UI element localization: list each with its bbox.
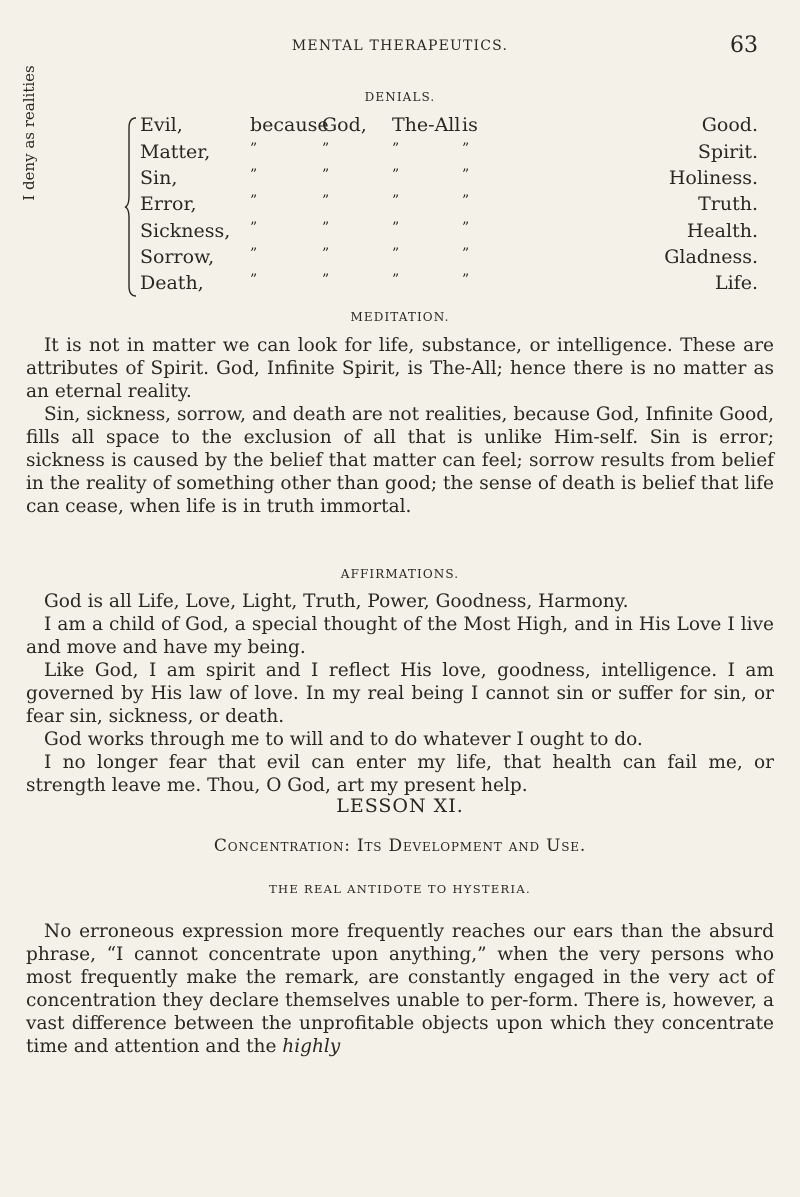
denial-row: [0, 141, 800, 167]
denial-term: Sin,: [140, 167, 178, 189]
ditto-mark: ”: [462, 167, 470, 183]
denial-is: is: [462, 114, 478, 136]
running-head: MENTAL THERAPEUTICS.: [291, 38, 509, 54]
lesson-title: LESSON XI.: [336, 795, 464, 817]
lesson-paragraph-text: No erroneous expression more frequently reaches our ears than the absurd phrase, “I cannot concentrate upon anything,” when the very persons who most frequently make the remark, are constantly engaged in the very act of concentration they declare themselves unable to per-form. There is, however, a vast difference between the unprofitable objects upon which they concentrate time and attention and the: [26, 921, 774, 1057]
ditto-mark: ”: [392, 246, 400, 262]
ditto-mark: ”: [250, 272, 258, 288]
affirmation-paragraph: God works through me to will and to do whatever I ought to do.: [44, 729, 643, 750]
ditto-mark: ”: [392, 193, 400, 209]
page-number: 63: [730, 33, 758, 58]
ditto-mark: ”: [462, 141, 470, 157]
denial-god: God,: [322, 114, 367, 136]
denials-heading: DENIALS.: [364, 90, 436, 104]
denial-row: [0, 272, 800, 298]
ditto-mark: ”: [322, 272, 330, 288]
denial-row: [0, 193, 800, 219]
denial-row: [0, 220, 800, 246]
denial-term: Error,: [140, 193, 197, 215]
affirmation-paragraph: I no longer fear that evil can enter my life, that health can fail me, or strength leave me. Thou, O God, art my present help.: [26, 752, 774, 796]
ditto-mark: ”: [322, 141, 330, 157]
ditto-mark: ”: [392, 167, 400, 183]
ditto-mark: ”: [462, 272, 470, 288]
denial-good-term: Holiness.: [668, 167, 758, 189]
ditto-mark: ”: [392, 272, 400, 288]
affirmation-paragraph: God is all Life, Love, Light, Truth, Power, Goodness, Harmony.: [44, 591, 629, 612]
ditto-mark: ”: [250, 220, 258, 236]
ditto-mark: ”: [250, 193, 258, 209]
denial-term: Sickness,: [140, 220, 231, 242]
denial-good-term: Spirit.: [697, 141, 758, 163]
denial-good-term: Truth.: [698, 193, 758, 215]
denial-row: [0, 167, 800, 193]
meditation-heading: MEDITATION.: [350, 310, 450, 324]
denial-term: Evil,: [140, 114, 183, 136]
lesson-paragraph-italic: highly: [282, 1036, 341, 1057]
meditation-paragraph: It is not in matter we can look for life, substance, or intelligence. These are attributes of Spirit. God, Infinite Spirit, is The-All; hence there is no matter as an eternal reality.: [26, 335, 774, 402]
ditto-mark: ”: [250, 167, 258, 183]
ditto-mark: ”: [462, 220, 470, 236]
ditto-mark: ”: [322, 193, 330, 209]
denial-because: because: [250, 114, 329, 136]
lesson-subtitle: Concentration: Its Development and Use.: [213, 836, 587, 856]
denial-term: Sorrow,: [140, 246, 215, 268]
denial-the-all: The-All: [392, 114, 461, 136]
affirmation-paragraph: Like God, I am spirit and I reflect His love, goodness, intelligence. I am governed by His law of love. In my real being I cannot sin or suffer for sin, or fear sin, sickness, or death.: [26, 660, 774, 727]
denial-good-term: Gladness.: [664, 246, 758, 268]
denial-good-term: Life.: [714, 272, 758, 294]
lesson-subheading: THE REAL ANTIDOTE TO HYSTERIA.: [269, 882, 531, 896]
lesson-paragraph: [26, 920, 774, 1058]
denial-row: [0, 246, 800, 272]
denials-table: [0, 0, 800, 300]
meditation-text: [26, 334, 774, 518]
ditto-mark: ”: [462, 246, 470, 262]
ditto-mark: ”: [462, 193, 470, 209]
affirmation-paragraph: I am a child of God, a special thought of the Most High, and in His Love I live and move and have my being.: [26, 614, 774, 658]
meditation-paragraph: Sin, sickness, sorrow, and death are not realities, because God, Infinite Good, fills all space to the exclusion of all that is unlike Him-self. Sin is error; sickness is caused by the belief that matter can feel; sorrow results from belief in the reality of something other than good; the sense of death is belief that life can cease, when life is in truth immortal.: [26, 404, 774, 517]
affirmations-heading: AFFIRMATIONS.: [340, 567, 460, 581]
lesson-text: [26, 920, 774, 1058]
ditto-mark: ”: [322, 246, 330, 262]
ditto-mark: ”: [392, 141, 400, 157]
ditto-mark: ”: [322, 167, 330, 183]
ditto-mark: ”: [322, 220, 330, 236]
ditto-mark: ”: [250, 141, 258, 157]
denials-side-label: I deny as realities: [20, 65, 38, 201]
affirmations-text: [26, 590, 774, 797]
denial-row: [0, 114, 800, 140]
denial-good-term: Health.: [686, 220, 758, 242]
denial-good-term: Good.: [701, 114, 758, 136]
ditto-mark: ”: [250, 246, 258, 262]
denial-term: Death,: [140, 272, 204, 294]
denial-term: Matter,: [140, 141, 211, 163]
ditto-mark: ”: [392, 220, 400, 236]
